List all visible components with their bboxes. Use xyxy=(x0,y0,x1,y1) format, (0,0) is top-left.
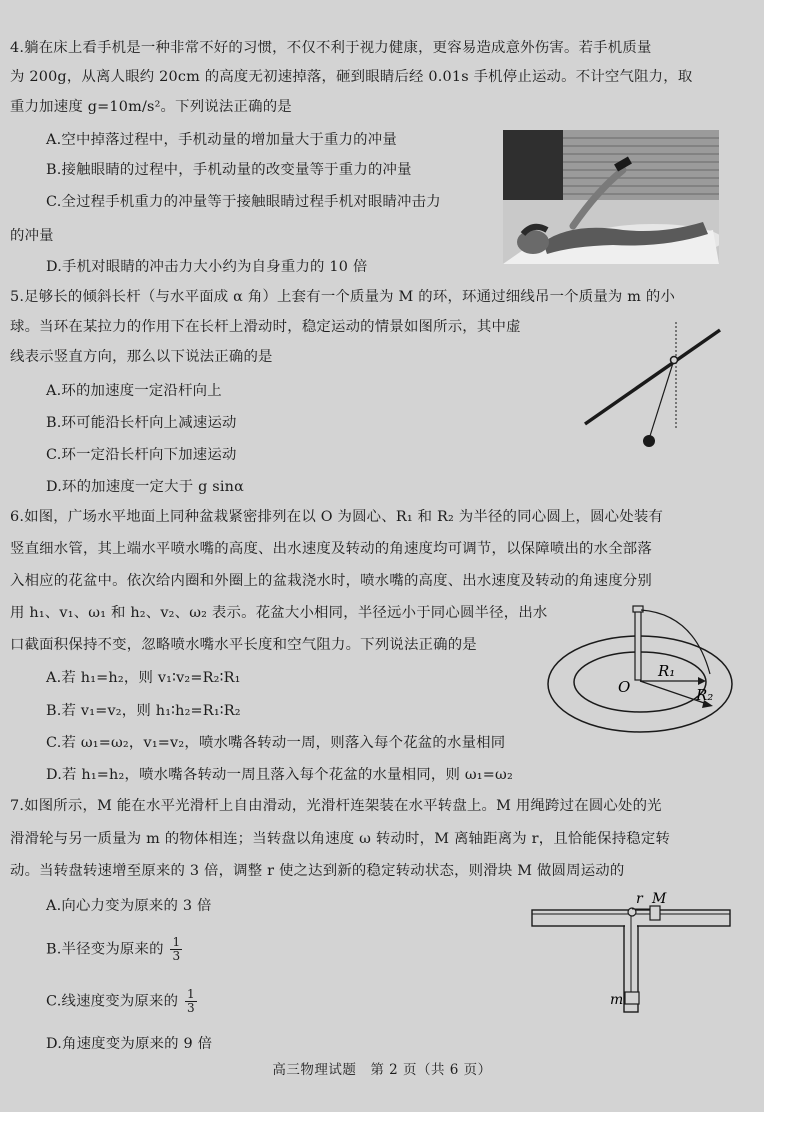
q4-option-c: C.全过程手机重力的冲量等于接触眼睛过程手机对眼睛冲击力 xyxy=(46,194,441,210)
scan-margin-bottom xyxy=(0,1112,794,1122)
photo-illustration xyxy=(503,130,719,264)
q6-option-c: C.若 ω₁=ω₂，v₁=v₂，喷水嘴各转动一周，则落入每个花盆的水量相同 xyxy=(46,735,506,751)
q4-option-c-cont: 的冲量 xyxy=(10,228,54,244)
ring xyxy=(671,357,678,364)
q4-option-d: D.手机对眼睛的冲击力大小约为自身重力的 10 倍 xyxy=(46,259,368,275)
fraction-denominator: 3 xyxy=(186,1001,195,1015)
fraction-numerator: 1 xyxy=(186,987,195,1001)
label-r: r xyxy=(636,891,643,907)
q4-stem-line-1: 4.躺在床上看手机是一种非常不好的习惯，不仅不利于视力健康，更容易造成意外伤害。若手机质量 xyxy=(10,40,652,56)
q5-stem-line-1: 5.足够长的倾斜长杆（与水平面成 α 角）上套有一个质量为 M 的环，环通过细线吊一个质量为 m 的小 xyxy=(10,289,676,305)
q4-phone-photo xyxy=(503,130,719,264)
nozzle xyxy=(633,606,643,612)
q6-stem-line-3: 入相应的花盆中。依次给内圈和外圈上的盆栽浇水时，喷水嘴的高度、出水速度及转动的角速度分别 xyxy=(10,573,652,589)
label-o: O xyxy=(618,678,631,696)
mass-m-block xyxy=(625,992,639,1004)
scan-margin-right xyxy=(764,0,794,1122)
fraction-one-third xyxy=(185,988,197,1015)
q5-option-a: A.环的加速度一定沿杆向上 xyxy=(46,383,222,399)
fraction-denominator: 3 xyxy=(172,949,181,963)
page-footer: 高三物理试题 第 2 页（共 6 页） xyxy=(272,1062,492,1078)
q6-stem-line-5: 口截面积保持不变，忽略喷水嘴水平长度和空气阻力。下列说法正确的是 xyxy=(10,637,477,653)
fraction-numerator: 1 xyxy=(172,935,181,949)
q7-turntable-figure xyxy=(528,888,734,1012)
q5-rod-figure xyxy=(580,320,730,460)
q4-stem-line-2: 为 200g，从离人眼约 20cm 的高度无初速掉落，砸到眼睛后经 0.01s 手机停止运动。不计空气阻力，取 xyxy=(10,69,693,85)
fraction-one-third xyxy=(170,936,182,963)
water-pipe xyxy=(635,610,641,680)
inclined-rod xyxy=(585,330,720,424)
string xyxy=(650,363,673,436)
q7-option-c xyxy=(46,988,197,1015)
q4-option-b: B.接触眼睛的过程中，手机动量的改变量等于重力的冲量 xyxy=(46,162,412,178)
q6-stem-line-1: 6.如图，广场水平地面上同种盆栽紧密排列在以 O 为圆心、R₁ 和 R₂ 为半径的同心圆上，圆心处装有 xyxy=(10,509,664,525)
slider-m-block xyxy=(650,906,660,920)
label-small-m: m xyxy=(610,992,624,1008)
q6-stem-line-4: 用 h₁、v₁、ω₁ 和 h₂、v₂、ω₂ 表示。花盆大小相同，半径远小于同心圆半径，出水 xyxy=(10,605,548,621)
water-arc xyxy=(641,610,710,674)
q4-option-a: A.空中掉落过程中，手机动量的增加量大于重力的冲量 xyxy=(46,132,397,148)
q6-option-b: B.若 v₁=v₂，则 h₁∶h₂=R₁∶R₂ xyxy=(46,703,241,719)
q5-stem-line-2: 球。当环在某拉力的作用下在长杆上滑动时，稳定运动的情景如图所示，其中虚 xyxy=(10,319,521,335)
q7-option-a: A.向心力变为原来的 3 倍 xyxy=(46,898,212,914)
q5-option-b: B.环可能沿长杆向上减速运动 xyxy=(46,415,237,431)
q5-stem-line-3: 线表示竖直方向，那么以下说法正确的是 xyxy=(10,349,273,365)
q7-stem-line-1: 7.如图所示，M 能在水平光滑杆上自由滑动，光滑杆连架装在水平转盘上。M 用绳跨过在圆心处的光 xyxy=(10,798,662,814)
q7-option-c-text: C.线速度变为原来的 xyxy=(46,993,179,1010)
q7-option-b-text: B.半径变为原来的 xyxy=(46,941,164,958)
q7-stem-line-2: 滑滑轮与另一质量为 m 的物体相连；当转盘以角速度 ω 转动时，M 离轴距离为 r，且恰能保持稳定转 xyxy=(10,831,671,847)
q6-option-a: A.若 h₁=h₂，则 v₁∶v₂=R₂∶R₁ xyxy=(46,670,241,686)
q7-option-b xyxy=(46,936,182,963)
q7-option-d: D.角速度变为原来的 9 倍 xyxy=(46,1036,213,1052)
q6-stem-line-2: 竖直细水管，其上端水平喷水嘴的高度、出水速度及转动的角速度均可调节，以保障喷出的水全部落 xyxy=(10,541,652,557)
label-r1: R₁ xyxy=(658,662,676,680)
ball xyxy=(643,435,655,447)
q6-option-d: D.若 h₁=h₂，喷水嘴各转动一周且落入每个花盆的水量相同，则 ω₁=ω₂ xyxy=(46,767,513,783)
q5-option-c: C.环一定沿长杆向下加速运动 xyxy=(46,447,237,463)
q4-stem-line-3: 重力加速度 g=10m/s²。下列说法正确的是 xyxy=(10,99,292,115)
q5-option-d: D.环的加速度一定大于 g sinα xyxy=(46,479,245,495)
q7-stem-line-3: 动。当转盘转速增至原来的 3 倍，调整 r 使之达到新的稳定转动状态，则滑块 M 做圆周运动的 xyxy=(10,863,625,879)
q6-sprinkler-figure xyxy=(544,604,736,744)
label-big-m: M xyxy=(652,891,667,907)
label-r2: R₂ xyxy=(696,686,714,704)
